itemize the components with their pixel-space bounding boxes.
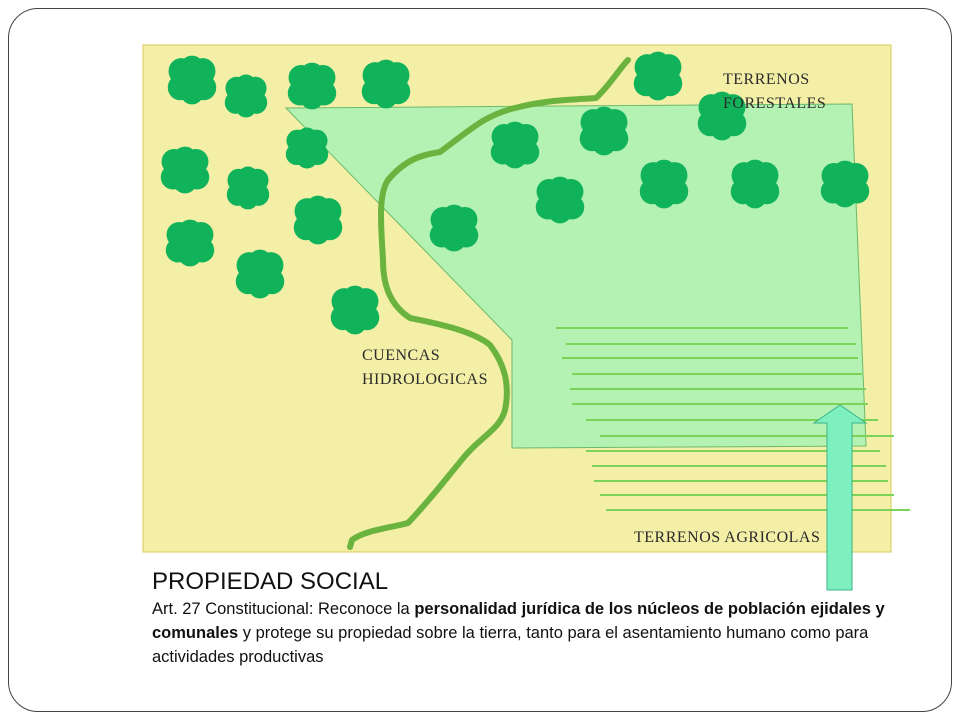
tree [286,128,328,169]
tree [288,63,336,110]
caption-body-emphasis: personalidad jurídica de los núcleos de población ejidales y comunales [152,600,885,642]
tree [731,160,779,209]
tree [634,52,682,101]
basins-label-line1: CUENCAS [362,347,441,364]
tree [236,250,284,299]
tree [580,107,628,156]
caption [152,567,912,669]
tree [294,196,342,245]
basins-label-line2: HIDROLOGICAS [362,371,488,388]
caption-body-rest: y protege su propiedad sobre la tierra, tanto para el asentamiento humano como para actividades productivas [152,624,869,666]
forest-label-line2: FORESTALES [723,95,827,112]
tree [821,161,869,208]
tree [225,75,267,118]
caption-body-intro: Art. 27 Constitucional: Reconoce la [152,600,415,618]
tree [491,122,539,169]
tree [331,286,379,335]
tree [430,205,478,252]
tree [640,160,688,209]
tree [362,60,410,109]
caption-title: PROPIEDAD SOCIAL [152,568,389,595]
caption-body [152,597,912,669]
basins-label [362,344,488,392]
tree [227,167,269,210]
tree [536,177,584,224]
forest-label [723,68,826,116]
tree [161,147,209,194]
forest-label-line1: TERRENOS [723,71,810,88]
agricultural-label: TERRENOS AGRICOLAS [634,529,821,546]
tree [166,220,214,267]
tree [168,56,216,105]
